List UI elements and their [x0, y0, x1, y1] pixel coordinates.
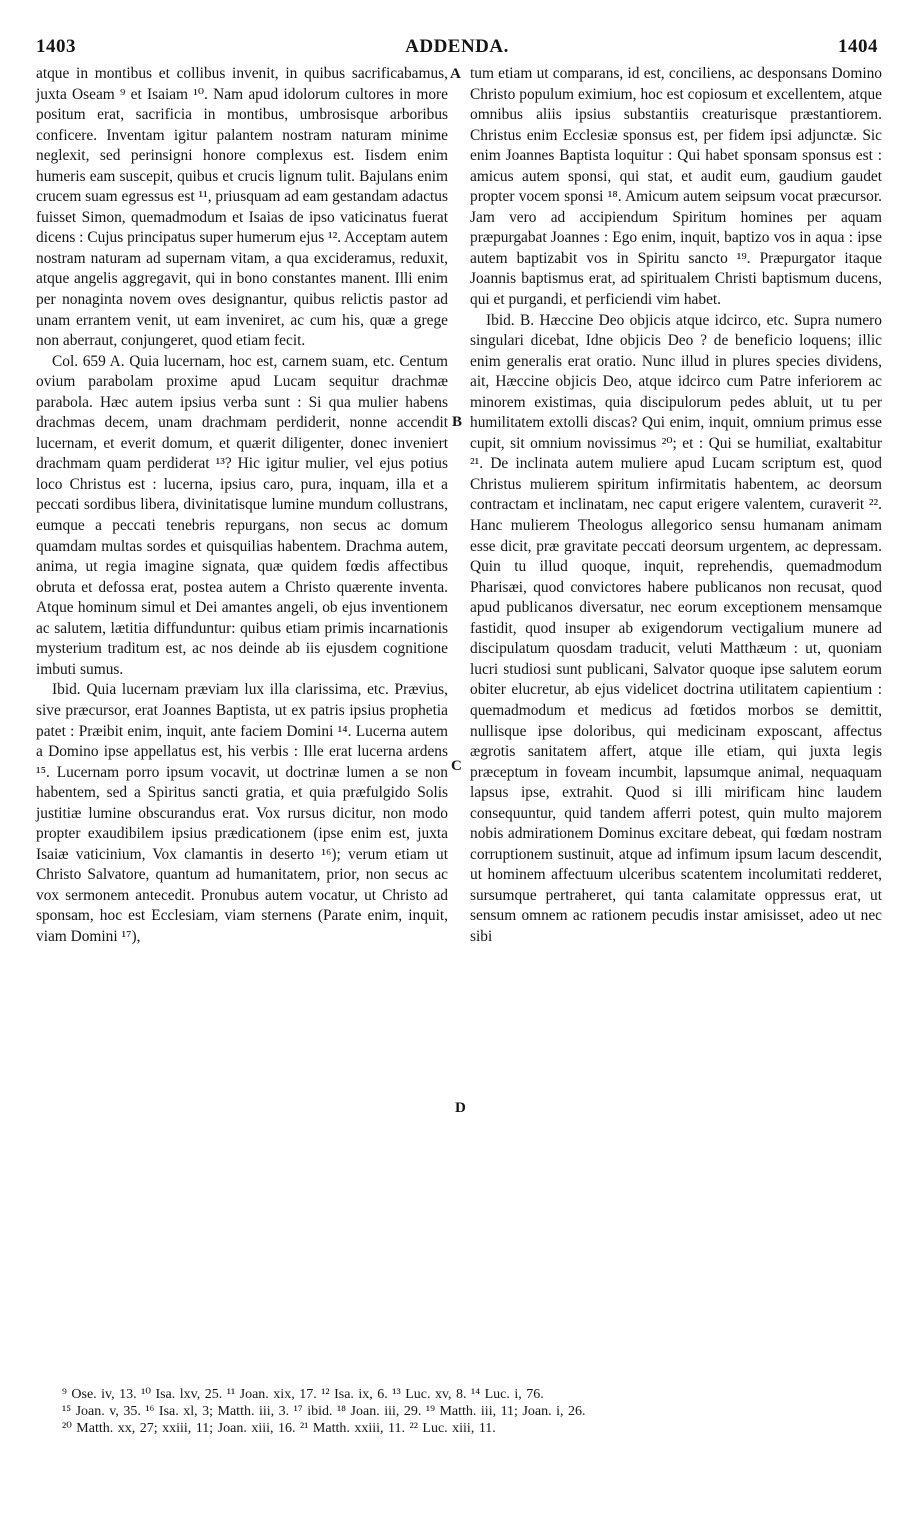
- running-title: ADDENDA.: [405, 36, 509, 57]
- left-column: [36, 64, 448, 948]
- section-marker-c: C: [451, 758, 462, 774]
- footnote-line: ⁹ Ose. iv, 13. ¹⁰ Isa. lxv, 25. ¹¹ Joan. xix, 17. ¹² Isa. ix, 6. ¹³ Luc. xv, 8. ¹⁴ Luc. i, 76.: [62, 1387, 544, 1402]
- page-header: [36, 36, 878, 62]
- paragraph: atque in montibus et collibus invenit, in quibus sacrificabamus, juxta Oseam ⁹ et Isaiam ¹⁰. Nam apud idolorum cultores in more positum erat, sacrificia in montibus, umbrosisque arboribus conficere. Inventam igitur palantem nostram naturam minime neglexit, sed perinsigni honore complexus est. Iisdem enim humeris eam suscepit, quibus et crucis lignum tulit. Bajulans enim crucem suam egressus est ¹¹, priusquam ad eam gestandam adactus fuisset Simon, quemadmodum et Isaias de ipso vaticinatus fuerat dicens : Cujus principatus super humerum ejus ¹². Acceptam autem nostram naturam ad supernam vitam, a qua excideramus, reduxit, atque angelis aggregavit, qui in bono constantes manent. Illi enim per nonaginta novem oves designantur, quibus relictis pastor ad unam errantem venit, ut eam inveniret, ac cum his, quæ a grege non aberraut, conjungeret, quod etiam fecit.: [36, 65, 448, 350]
- paragraph: tum etiam ut comparans, id est, conciliens, ac desponsans Domino Christo populum eximium, hoc est copiosum et excellentem, atque omnibus aliis ipsius substantiis creaturisque præstantiorem. Christus enim Ecclesiæ sponsus est, per fidem ipsi adjunctæ. Sic enim Joannes Baptista loquitur : Qui habet sponsam sponsus est : amicus autem sponsi, qui stat, et audit eum, gaudium gaudet propter vocem sponsi ¹⁸. Amicum autem seipsum vocat præcursor. Jam vero ad accipiendum Spiritum homines per aquam præpurgabat Joannes : Ego enim, inquit, baptizo vos in aqua : ipse autem baptizabit vos in Spiritu sancto ¹⁹. Præpurgator itaque Joannis baptismus erat, ad spiritualem Christi baptismum ducens, qui et purgandi, et perficiendi vim habet.: [470, 65, 882, 309]
- footnotes: [62, 1386, 882, 1437]
- footnote-line: ¹⁵ Joan. v, 35. ¹⁶ Isa. xl, 3; Matth. iii, 3. ¹⁷ ibid. ¹⁸ Joan. iii, 29. ¹⁹ Matth. iii, 11; Joan. i, 26.: [62, 1404, 586, 1419]
- page-number-right: 1404: [838, 36, 878, 57]
- section-marker-d: D: [455, 1100, 466, 1116]
- paragraph: Ibid. Quia lucernam præviam lux illa clarissima, etc. Prævius, sive præcursor, erat Joannes Baptista, ut ex patris ipsius prophetia patet : Præibit enim, inquit, ante faciem Domini ¹⁴. Lucerna autem a Domino ipse appellatus est, his verbis : Ille erat lucerna ardens ¹⁵. Lucernam porro ipsum vocavit, ut doctrinæ lumen a se non habentem, sed a Spiritus sancti gratia, et quia præfulgido Solis justitiæ lumine obscurandus erat. Vox rursus dicitur, non modo propter exaudibilem ipsius prædicationem (ipse enim est, juxta Isaiæ vaticinium, Vox clamantis in deserto ¹⁶); verum etiam ut Christo Salvatore, quantum ad humanitatem, prior, non secus ac vox sermonem antecedit. Pronubus autem vocatur, ut Christo ad sponsam, hoc est Ecclesiam, viam sternens (Parate enim, inquit, viam Domini ¹⁷),: [36, 681, 448, 945]
- footnote-line: ²⁰ Matth. xx, 27; xxiii, 11; Joan. xiii, 16. ²¹ Matth. xxiii, 11. ²² Luc. xiii, 11.: [62, 1421, 496, 1436]
- paragraph: Col. 659 A. Quia lucernam, hoc est, carnem suam, etc. Centum ovium parabolam proxime apud Lucam sequitur drachmæ parabola. Hæc autem ipsius verba sunt : Si qua mulier habens drachmas decem, unam drachmam perdiderit, nonne accendit lucernam, et everit domum, et quærit diligenter, donec inveniert drachmam quam perdiderat ¹³? Hic igitur mulier, vel ejus potius loco Christus est : lucerna, ipsius caro, pura, inquam, illa et a peccati sordibus libera, divinitatisque lumine mundum collustrans, eumque a peccati tenebris repurgans, non secus ac domum quamdam multas sordes et quisquilias habentem. Drachma autem, anima, ut regia imagine signata, quæ quidem fœdis affectibus obruta et defossa erat, postea autem a Christo quærente inventa. Atque hominum simul et Dei amantes angeli, ob ejus inventionem ac salutem, lætitia diffunduntur: quibus etiam primis incarnationis mysterium traditum est, ac nos deinde ab iis ejusdem cognitione imbuti sumus.: [36, 352, 448, 678]
- page-number-left: 1403: [36, 36, 76, 57]
- section-marker-b: B: [452, 414, 463, 430]
- right-column: [470, 64, 882, 948]
- paragraph: Ibid. B. Hæccine Deo objicis atque idcirco, etc. Supra numero singulari dicebat, Idne objicis Deo ? de beneficio loquens; illic enim generalis erat oratio. Nunc illud in plures species dividens, ait, Hæccine objicis Deo, atque idcirco cum Patre inferiorem ac minorem existimas, quia discipulorum pedes abluit, ut tu per humilitatem extolli discas? Qui enim, inquit, omnium primus esse cupit, sit omnium novissimus ²⁰; et : Qui se humiliat, exaltabitur ²¹. De inclinata autem muliere apud Lucam scriptum est, quod Christus mulierem spiritum infirmitatis habentem, ac deorsum contractam et inclinatam, nec caput erigere valentem, curaverit ²². Hanc mulierem Theologus allegorico sensu humanam animam esse dicit, præ gravitate peccati deorsum urgentem, ac depressam. Quin tu illud quoque, inquit, reprehendis, quemadmodum Pharisæi, quod convictores habere publicanos non recusat, quod apud publicanos diversatur, nec eorum exceptionem mensamque fastidit, quod insuper ab exigendorum vectigalium munere ad discipulatum quosdam traducit, veluti Matthæum : ut, quoniam lucri studiosi sunt publicani, Salvator quoque ipse salutem eorum obiter elucretur, ab ejus videlicet doctrina utilitatem capientium : quemadmodum et medicus ad fœtidos morbos se demittit, nullisque ipse doloribus, qui medicinam exposcant, affectus ægrotis sanitatem affert, atque ille etiam, qui juxta legis præceptum in foveam incumbit, lapsumque animal, nequaquam lapsus ipse, extrahit. Quod si illi mirificam hinc laudem consequuntur, quid tandem afferri potest, quin multo majorem nobis admirationem Dominus excitare debeat, qui fœdam nostram corruptionem sustinuit, atque ad infimum ipsum lacum descendit, ut hominem affectuum ulceribus scatentem incolumitati redderet, sursumque pertraheret, qui tanta calamitate oppressus erat, ut sensum omnem ac rationem pecudis instar amisisset, adeo ut nec sibi: [470, 311, 882, 945]
- section-marker-a: A: [450, 66, 461, 82]
